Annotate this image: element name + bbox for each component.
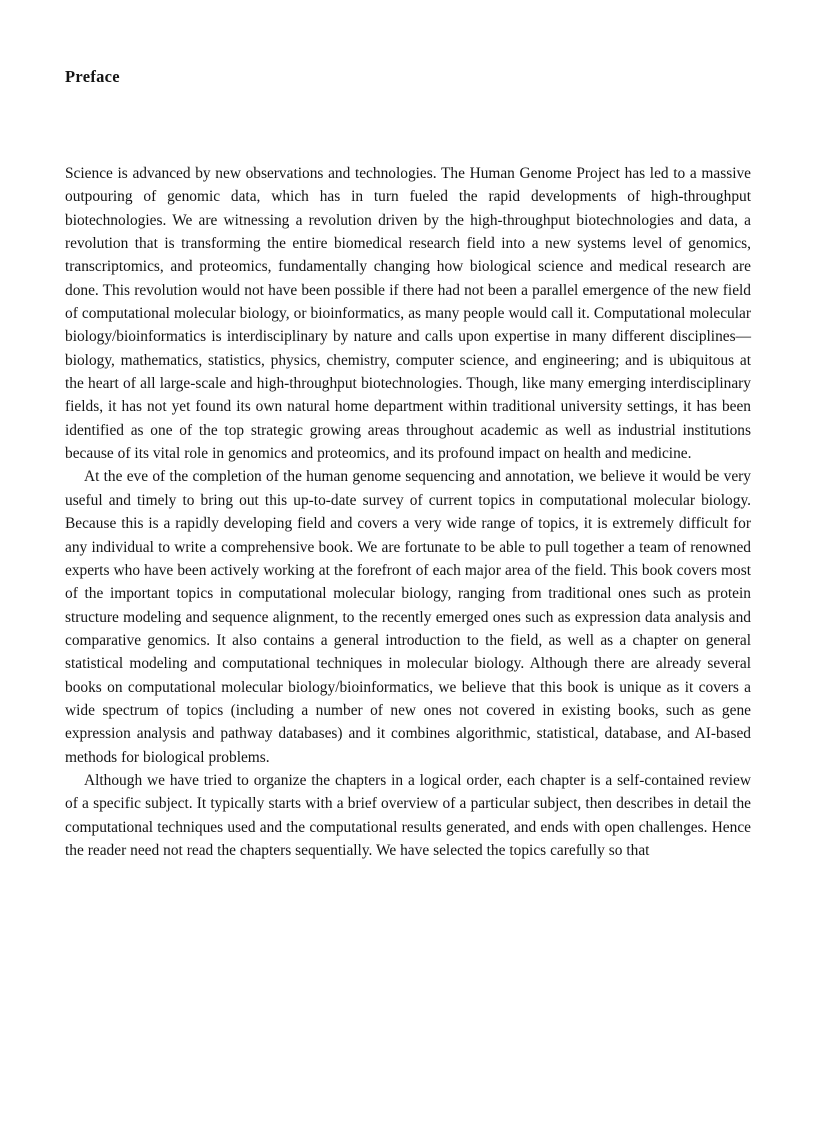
paragraph-3: Although we have tried to organize the chapters in a logical order, each chapter is a self-contained review of a specific subject. It typically starts with a brief overview of a particular subject, then describes in detail the computational techniques used and the computational results generated, and ends with open challenges. Hence the reader need not read the chapters sequentially. We have selected the topics carefully so that — [65, 771, 751, 859]
paragraph-1: Science is advanced by new observations and technologies. The Human Genome Project has led to a massive outpouring of genomic data, which has in turn fueled the rapid developments of high-throughput biotechnologies. We are witnessing a revolution driven by the high-throughput biotechnologies and data, a revolution that is transforming the entire biomedical research field into a new systems level of genomics, transcriptomics, and proteomics, fundamentally changing how biological science and medical research are done. This revolution would not have been possible if there had not been a parallel emergence of the new field of computational molecular biology, or bioinformatics, as many people would call it. Computational molecular biology/bioinformatics is interdisciplinary by nature and calls upon expertise in many different disciplines—biology, mathematics, statistics, physics, chemistry, computer science, and engineering; and is ubiquitous at the heart of all large-scale and high-throughput biotechnologies. Though, like many emerging interdisciplinary fields, it has not yet found its own natural home department within traditional university settings, it has been identified as one of the top strategic growing areas throughout academic as well as industrial institutions because of its vital role in genomics and proteomics, and its profound impact on health and medicine. — [65, 165, 751, 463]
page-title: Preface — [65, 67, 120, 87]
paragraph-2: At the eve of the completion of the human genome sequencing and annotation, we believe it would be very useful and timely to bring out this up-to-date survey of current topics in computational molecular biology. Because this is a rapidly developing field and covers a very wide range of topics, it is extremely difficult for any individual to write a comprehensive book. We are fortunate to be able to pull together a team of renowned experts who have been actively working at the forefront of each major area of the field. This book covers most of the important topics in computational molecular biology, ranging from traditional ones such as protein structure modeling and sequence alignment, to the recently emerged ones such as expression data analysis and comparative genomics. It also contains a general introduction to the field, as well as a chapter on general statistical modeling and computational techniques in molecular biology. Although there are already several books on computational molecular biology/bioinformatics, we believe that this book is unique as it covers a wide spectrum of topics (including a number of new ones not covered in existing books, such as gene expression analysis and pathway databases) and it combines algorithmic, statistical, database, and AI-based methods for biological problems. — [65, 468, 751, 766]
body-text-block — [65, 162, 751, 862]
